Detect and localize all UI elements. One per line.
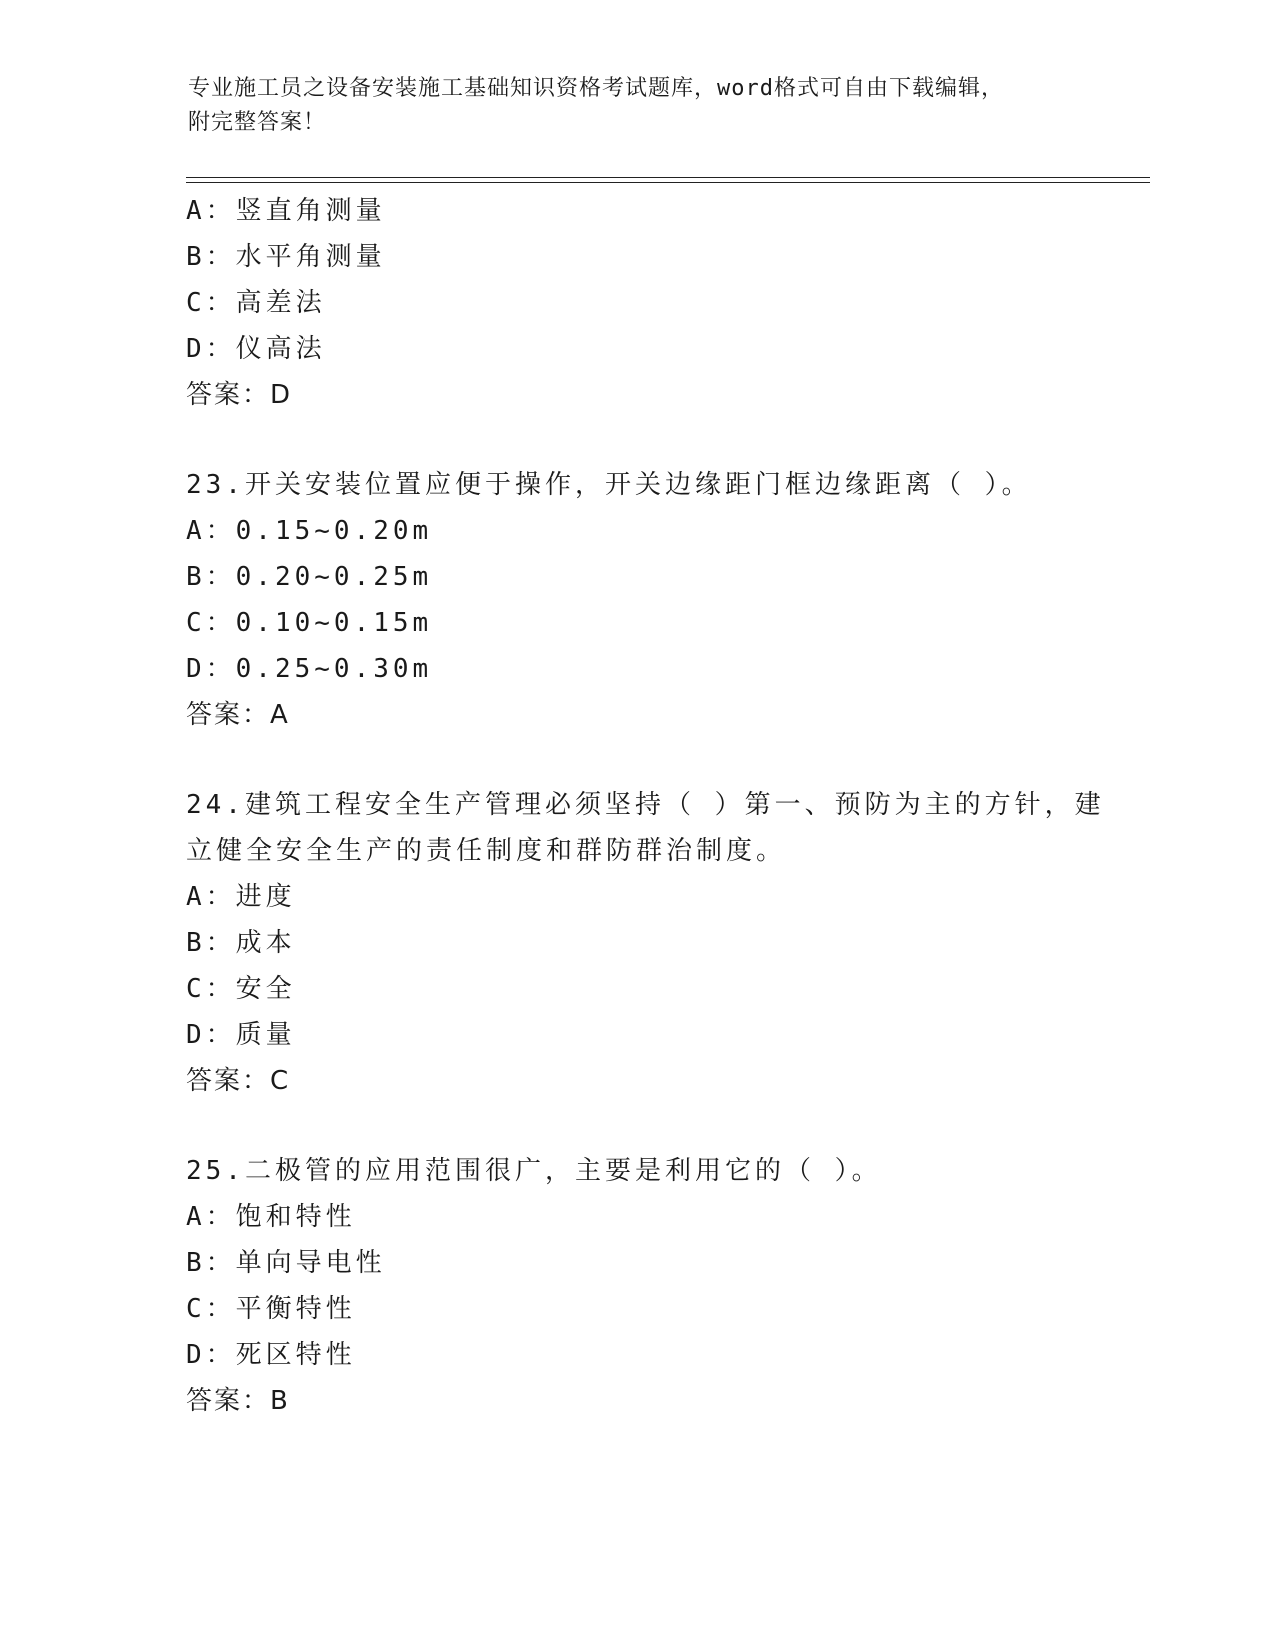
question-23-block (186, 462, 1086, 738)
header-divider-bottom (186, 182, 1150, 183)
question-text-line-2: 立健全安全生产的责任制度和群防群治制度。 (186, 836, 787, 866)
option-c: C：0.10~0.15m (186, 608, 433, 638)
question-22-block (186, 188, 1086, 418)
header-title-line-1: 专业施工员之设备安装施工基础知识资格考试题库，word格式可自由下载编辑， (188, 76, 1004, 101)
question-text-line-1: 24.建筑工程安全生产管理必须坚持（ ）第一、预防为主的方针，建 (186, 790, 1105, 820)
option-a: A：0.15~0.20m (186, 516, 433, 546)
option-d: D：死区特性 (186, 1340, 356, 1370)
document-header (188, 72, 1068, 140)
option-c: C：平衡特性 (186, 1294, 356, 1324)
question-25-block (186, 1148, 1086, 1424)
option-c: C：高差法 (186, 288, 326, 318)
option-b: B：单向导电性 (186, 1248, 386, 1278)
answer-line: 答案：A (186, 700, 290, 730)
question-list (186, 188, 1105, 1424)
question-text: 25.二极管的应用范围很广，主要是利用它的（ ）。 (186, 1156, 882, 1186)
answer-line: 答案：C (186, 1066, 291, 1096)
answer-line: 答案：B (186, 1386, 290, 1416)
option-d: D：仪高法 (186, 334, 326, 364)
option-c: C：安全 (186, 974, 296, 1004)
question-spacer (186, 1104, 1086, 1148)
answer-line: 答案：D (186, 380, 293, 410)
option-d: D：0.25~0.30m (186, 654, 433, 684)
header-title-line-2: 附完整答案！ (188, 110, 327, 135)
header-divider-top (186, 177, 1150, 178)
option-a: A：饱和特性 (186, 1202, 356, 1232)
option-d: D：质量 (186, 1020, 296, 1050)
option-a: A：进度 (186, 882, 296, 912)
question-spacer (186, 418, 1086, 462)
question-spacer (186, 738, 1086, 782)
question-24-block (186, 782, 1105, 1104)
option-b: B：水平角测量 (186, 242, 386, 272)
option-a: A：竖直角测量 (186, 196, 386, 226)
option-b: B：0.20~0.25m (186, 562, 433, 592)
question-text: 23.开关安装位置应便于操作，开关边缘距门框边缘距离（ ）。 (186, 470, 1032, 500)
option-b: B：成本 (186, 928, 296, 958)
